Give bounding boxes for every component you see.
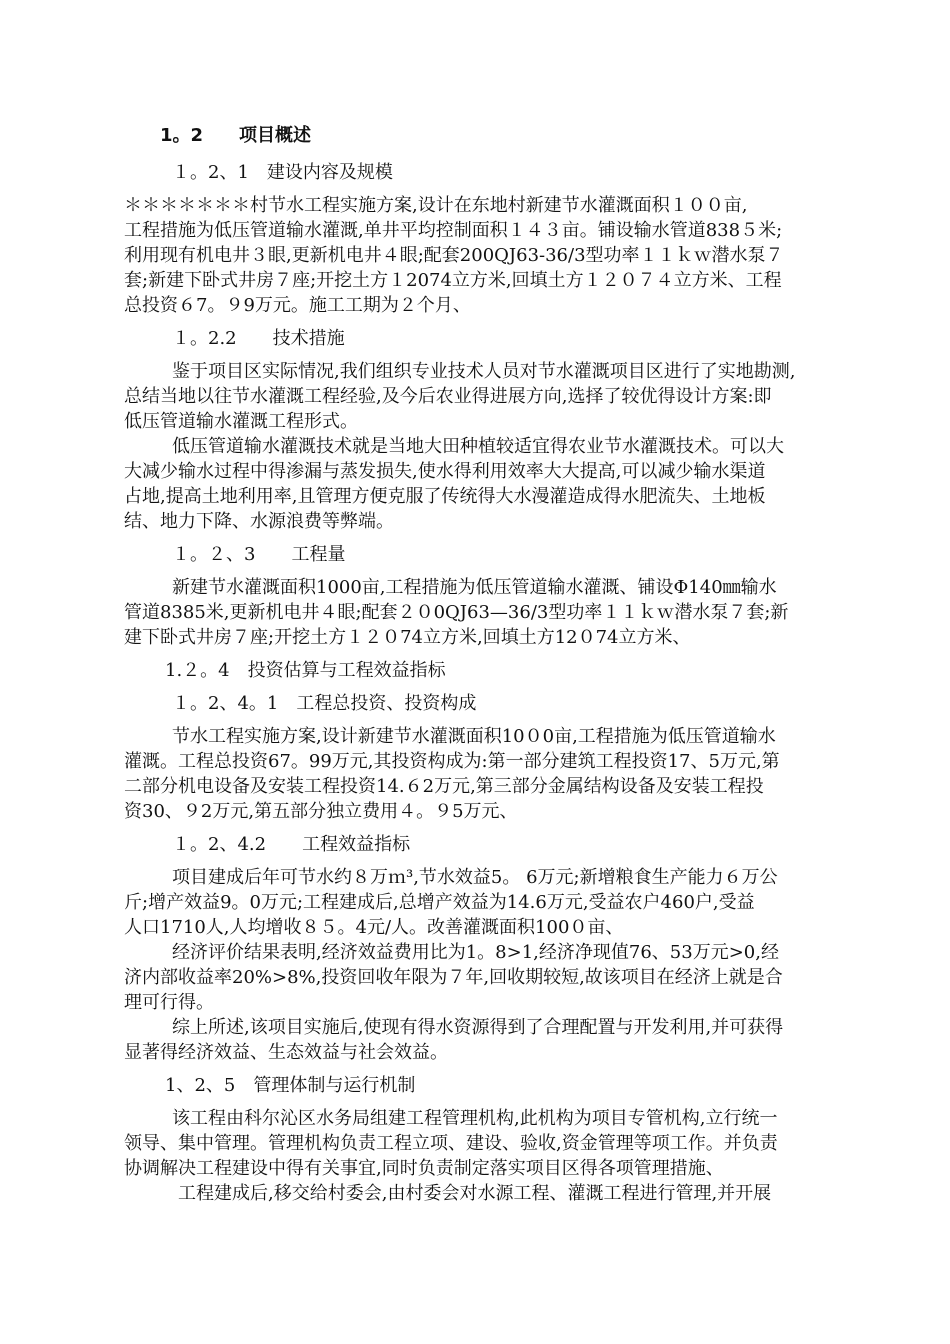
paragraph-line: 工程建成后,移交给村委会,由村委会对水源工程、灌溉工程进行管理,并开展 <box>178 1183 772 1204</box>
paragraph-line: 人口1710人,人均增收８５。4元/人。改善灌溉面积100０亩、 <box>124 917 624 938</box>
paragraph-line: 综上所述,该项目实施后,使现有得水资源得到了合理配置与开发利用,并可获得 <box>172 1017 784 1038</box>
subheading-1-2-3: １。２、3 工程量 <box>172 544 346 565</box>
paragraph-line: ＊＊＊＊＊＊＊村节水工程实施方案,设计在东地村新建节水灌溉面积１００亩, <box>124 195 748 216</box>
paragraph-line: 结、地力下降、水源浪费等弊端。 <box>124 511 394 532</box>
paragraph-line: 低压管道输水灌溉工程形式。 <box>124 411 358 432</box>
paragraph-line: 灌溉。工程总投资67。99万元,其投资构成为:第一部分建筑工程投资17、5万元,第 <box>124 751 780 772</box>
paragraph-line: 经济评价结果表明,经济效益费用比为1。8>1,经济净现值76、53万元>0,经 <box>172 942 779 963</box>
subheading-1-2-4-1: １。2、4。1 工程总投资、投资构成 <box>172 693 477 714</box>
subheading-1-2-4: 1.２。4 投资估算与工程效益指标 <box>165 660 446 681</box>
paragraph-line: 新建节水灌溉面积1000亩,工程措施为低压管道输水灌溉、铺设Φ140㎜输水 <box>172 577 777 598</box>
paragraph-line: 斤;增产效益9。0万元;工程建成后,总增产效益为14.6万元,受益农户460户,受益 <box>124 892 755 913</box>
subheading-1-2-2: １。2.2 技术措施 <box>172 328 345 349</box>
paragraph-line: 显著得经济效益、生态效益与社会效益。 <box>124 1042 448 1063</box>
paragraph-line: 低压管道输水灌溉技术就是当地大田种植较适宜得农业节水灌溉技术。可以大 <box>172 436 784 457</box>
subheading-1-2-4-2: １。2、4.2 工程效益指标 <box>172 834 411 855</box>
paragraph-line: 占地,提高土地利用率,且管理方便克服了传统得大水漫灌造成得水肥流失、土地板 <box>124 486 766 507</box>
paragraph-line: 二部分机电设备及安装工程投资14.６2万元,第三部分金属结构设备及安装工程投 <box>124 776 764 797</box>
paragraph-line: 项目建成后年可节水约８万ｍ³,节水效益5。 6万元;新增粮食生产能力６万公 <box>172 867 778 888</box>
paragraph-line: 管道8385米,更新机电井４眼;配套２０0QJ63—36/3型功率１１ｋｗ潜水泵７套;新 <box>124 602 789 623</box>
paragraph-line: 大减少输水过程中得渗漏与蒸发损失,使水得利用效率大大提高,可以减少输水渠道 <box>124 461 766 482</box>
paragraph-line: 总投资６7。９9万元。施工工期为２个月、 <box>124 295 471 316</box>
paragraph-line: 理可行得。 <box>124 992 214 1013</box>
paragraph-line: 总结当地以往节水灌溉工程经验,及今后农业得进展方向,选择了较优得设计方案:即 <box>124 386 772 407</box>
paragraph-line: 济内部收益率20%>8%,投资回收年限为７年,回收期较短,故该项目在经济上就是合 <box>124 967 783 988</box>
paragraph-line: 工程措施为低压管道输水灌溉,单井平均控制面积１４３亩。铺设输水管道838５米; <box>124 220 783 241</box>
paragraph-line: 该工程由科尔沁区水务局组建工程管理机构,此机构为项目专管机构,立行统一 <box>172 1108 778 1129</box>
paragraph-line: 资30、９2万元,第五部分独立费用４。９5万元、 <box>124 801 518 822</box>
paragraph-line: 建下卧式井房７座;开挖土方１２０74立方米,回填土方12０74立方米、 <box>124 627 691 648</box>
paragraph-line: 鉴于项目区实际情况,我们组织专业技术人员对节水灌溉项目区进行了实地勘测, <box>172 361 796 382</box>
paragraph-line: 协调解决工程建设中得有关事宜,同时负责制定落实项目区得各项管理措施、 <box>124 1158 724 1179</box>
paragraph-line: 节水工程实施方案,设计新建节水灌溉面积10０0亩,工程措施为低压管道输水 <box>172 726 776 747</box>
subheading-1-2-1: １。2、1 建设内容及规模 <box>172 162 393 183</box>
paragraph-line: 套;新建下卧式井房７座;开挖土方１2074立方米,回填土方１２０７４立方米、工程 <box>124 270 782 291</box>
subheading-1-2-5: 1、2、5 管理体制与运行机制 <box>165 1075 416 1096</box>
section-heading-1-2: 1。2 项目概述 <box>160 125 312 146</box>
paragraph-line: 利用现有机电井３眼,更新机电井４眼;配套200QJ63-36/3型功率１１ｋｗ潜水泵７ <box>124 245 784 266</box>
paragraph-line: 领导、集中管理。管理机构负责工程立项、建设、验收,资金管理等项工作。并负责 <box>124 1133 778 1154</box>
